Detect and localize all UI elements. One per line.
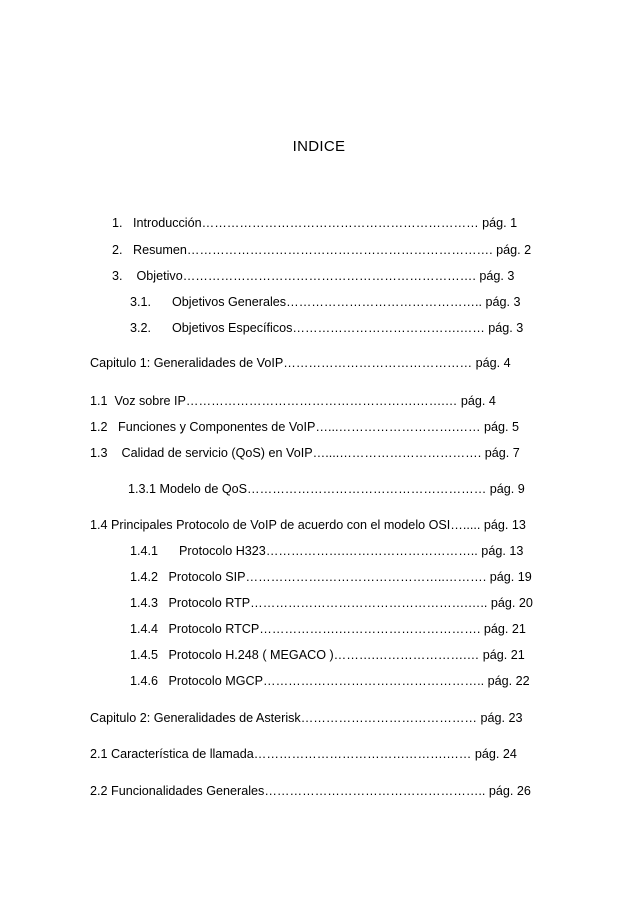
- toc-entry-1-4-6: 1.4.6 Protocolo MGCP…………………………………………….. pág. 22: [130, 674, 530, 688]
- toc-entry-1-4-2: 1.4.2 Protocolo SIP……………….………………………..………. pág. 19: [130, 570, 532, 584]
- toc-entry-1-3-1: 1.3.1 Modelo de QoS………………………………………………… pág. 9: [128, 482, 525, 496]
- toc-entry-1-4-1: 1.4.1 Protocolo H323……………….………………………….. pág. 13: [130, 544, 524, 558]
- document-title: INDICE: [292, 138, 346, 155]
- toc-entry-introduccion: 1. Introducción………………………………………………………… pág. 1: [112, 216, 518, 230]
- toc-entry-1-4-4: 1.4.4 Protocolo RTCP……………….……………………………. pág. 21: [130, 622, 526, 636]
- toc-entry-objetivo: 3. Objetivo……………………………………………………………. pág. 3: [112, 269, 515, 283]
- toc-entry-1-3: 1.3 Calidad de servicio (QoS) en VoIP…....……………………………. pág. 7: [90, 446, 520, 460]
- toc-entry-1-4-3: 1.4.3 Protocolo RTP…………………………………………….….. pág. 20: [130, 596, 533, 610]
- toc-entry-1-2: 1.2 Funciones y Componentes de VoIP…...……………………….…… pág. 5: [90, 420, 520, 434]
- toc-entry-2-1: 2.1 Característica de llamada……………………………………….…… pág. 24: [90, 747, 517, 761]
- toc-entry-capitulo-2: Capitulo 2: Generalidades de Asterisk…………………………………… pág. 23: [90, 711, 523, 725]
- toc-entry-1-4: 1.4 Principales Protocolo de VoIP de acuerdo con el modelo OSI…..... pág. 13: [90, 518, 526, 532]
- toc-entry-2-2: 2.2 Funcionalidades Generales…………………………………………….. pág. 26: [90, 784, 531, 798]
- toc-entry-objetivos-especificos: 3.2. Objetivos Específicos………………………………….…… pág. 3: [130, 321, 524, 335]
- toc-entry-objetivos-generales: 3.1. Objetivos Generales……………………………………….. pág. 3: [130, 295, 521, 309]
- toc-entry-1-4-5: 1.4.5 Protocolo H.248 ( MEGACO )……….………………….… pág. 21: [130, 648, 525, 662]
- toc-entry-resumen: 2. Resumen………………………………………………………………. pág. 2: [112, 243, 532, 257]
- toc-entry-1-1: 1.1 Voz sobre IP……………………………………………….…….… pág. 4: [90, 394, 496, 408]
- toc-entry-capitulo-1: Capitulo 1: Generalidades de VoIP……………………………………… pág. 4: [90, 356, 511, 370]
